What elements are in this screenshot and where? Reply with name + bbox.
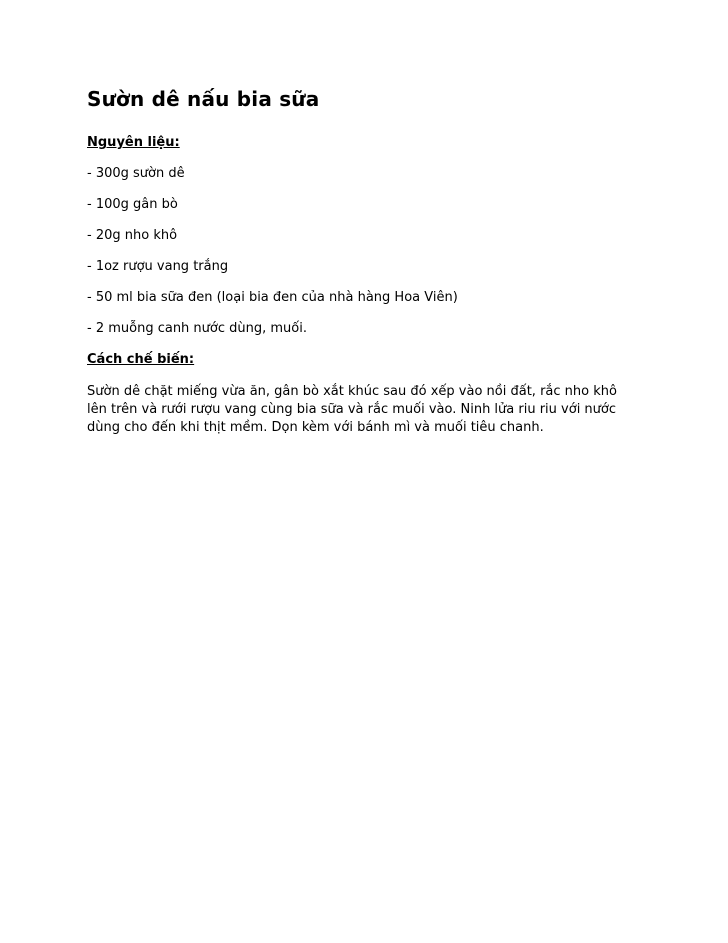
method-paragraph: Sườn dê chặt miếng vừa ăn, gân bò xắt khúc sau đó xếp vào nồi đất, rắc nho khô lên trên và rưới rượu vang cùng bia sữa và rắc muối vào. Ninh lửa riu riu với nước dùng cho đến khi thịt mềm. Dọn kèm với bánh mì và muối tiêu chanh.	[87, 384, 617, 435]
ingredient-item: - 20g nho khô	[87, 228, 178, 243]
document-page	[87, 84, 647, 437]
ingredients-heading: Nguyên liệu:	[87, 135, 180, 150]
ingredient-item: - 2 muỗng canh nước dùng, muối.	[87, 321, 307, 336]
ingredients-list	[87, 165, 647, 338]
recipe-title: Sườn dê nấu bia sữa	[87, 87, 320, 111]
ingredient-item: - 50 ml bia sữa đen (loại bia đen của nhà hàng Hoa Viên)	[87, 290, 458, 305]
method-heading: Cách chế biến:	[87, 352, 195, 367]
ingredient-item: - 300g sườn dê	[87, 166, 185, 181]
ingredient-item: - 100g gân bò	[87, 197, 178, 212]
ingredient-item: - 1oz rượu vang trắng	[87, 259, 229, 274]
